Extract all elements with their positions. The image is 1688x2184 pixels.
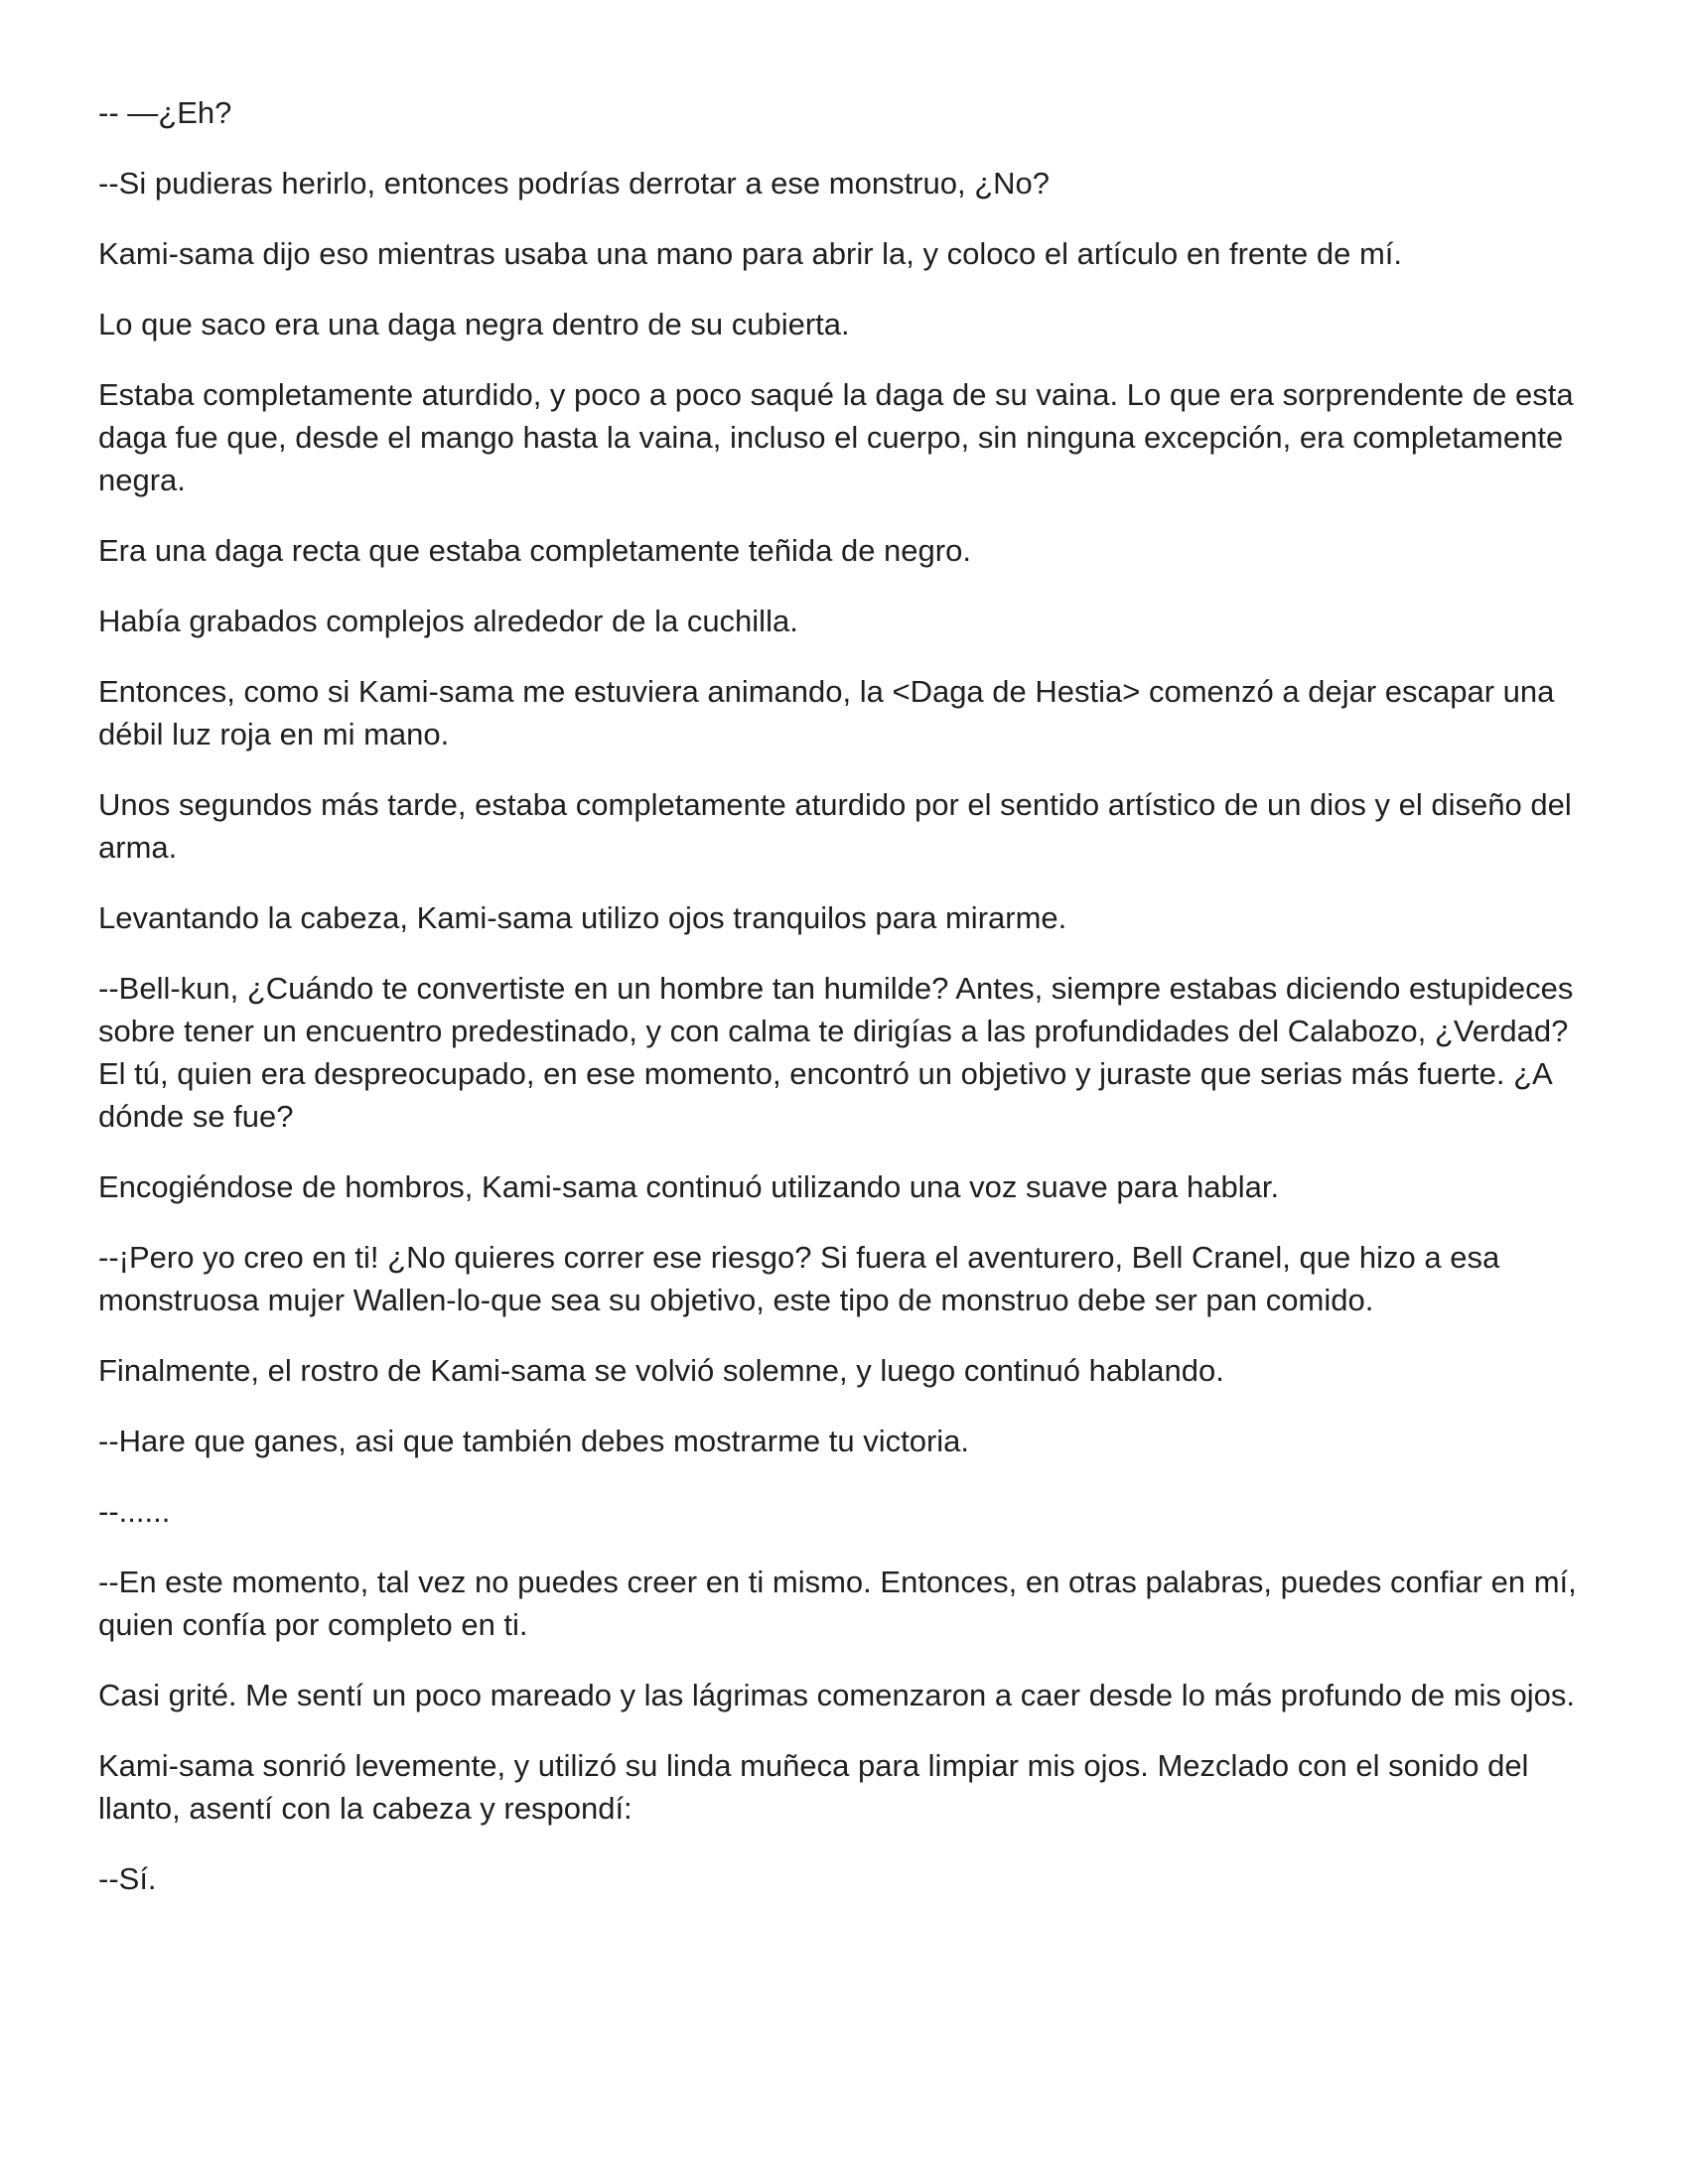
paragraph-2: --Si pudieras herirlo, entonces podrías derrotar a ese monstruo, ¿No? bbox=[98, 166, 1051, 201]
paragraph-10: Levantando la cabeza, Kami-sama utilizo ojos tranquilos para mirarme. bbox=[98, 900, 1067, 935]
paragraph-3: Kami-sama dijo eso mientras usaba una mano para abrir la, y coloco el artículo en frente de mí. bbox=[98, 236, 1402, 271]
paragraph-1: -- —¿Eh? bbox=[98, 95, 232, 130]
paragraph-12: Encogiéndose de hombros, Kami-sama continuó utilizando una voz suave para hablar. bbox=[98, 1169, 1280, 1204]
paragraph-16: --...... bbox=[98, 1494, 171, 1529]
paragraph-18: Casi grité. Me sentí un poco mareado y las lágrimas comenzaron a caer desde lo más profundo de mis ojos. bbox=[98, 1678, 1576, 1712]
paragraph-9: Unos segundos más tarde, estaba completamente aturdido por el sentido artístico de un dios y el diseño del arma. bbox=[98, 787, 1581, 865]
paragraph-14: Finalmente, el rostro de Kami-sama se volvió solemne, y luego continuó hablando. bbox=[98, 1353, 1224, 1388]
paragraph-20: --Sí. bbox=[98, 1861, 157, 1896]
paragraph-15: --Hare que ganes, asi que también debes mostrarme tu victoria. bbox=[98, 1424, 970, 1458]
paragraph-11: --Bell-kun, ¿Cuándo te convertiste en un hombre tan humilde? Antes, siempre estabas diciendo estupideces sobre tener un encuentro predestinado, y con calma te dirigías a las profundidades del Calabozo, ¿Verdad? El tú, quien era despreocupado, en ese momento, encontró un objetivo y juraste que serias más fuerte. ¿A dónde se fue? bbox=[98, 971, 1583, 1134]
paragraph-8: Entonces, como si Kami-sama me estuviera animando, la <Daga de Hestia> comenzó a dejar escapar una débil luz roja en mi mano. bbox=[98, 674, 1564, 751]
paragraph-19: Kami-sama sonrió levemente, y utilizó su linda muñeca para limpiar mis ojos. Mezclado con el sonido del llanto, asentí con la cabeza y respondí: bbox=[98, 1748, 1538, 1826]
document-body bbox=[98, 91, 1588, 1928]
paragraph-4: Lo que saco era una daga negra dentro de su cubierta. bbox=[98, 307, 850, 341]
paragraph-13: --¡Pero yo creo en ti! ¿No quieres correr ese riesgo? Si fuera el aventurero, Bell Cranel, que hizo a esa monstruosa mujer Wallen-lo-que sea su objetivo, este tipo de monstruo debe ser pan comido. bbox=[98, 1240, 1508, 1317]
paragraph-5: Estaba completamente aturdido, y poco a poco saqué la daga de su vaina. Lo que era sorprendente de esta daga fue que, desde el mango hasta la vaina, incluso el cuerpo, sin ninguna excepción, era completamente negra. bbox=[98, 377, 1583, 497]
paragraph-7: Había grabados complejos alrededor de la cuchilla. bbox=[98, 604, 798, 638]
paragraph-6: Era una daga recta que estaba completamente teñida de negro. bbox=[98, 533, 971, 568]
paragraph-17: --En este momento, tal vez no puedes creer en ti mismo. Entonces, en otras palabras, puedes confiar en mí, quien confía por completo en ti. bbox=[98, 1565, 1586, 1642]
